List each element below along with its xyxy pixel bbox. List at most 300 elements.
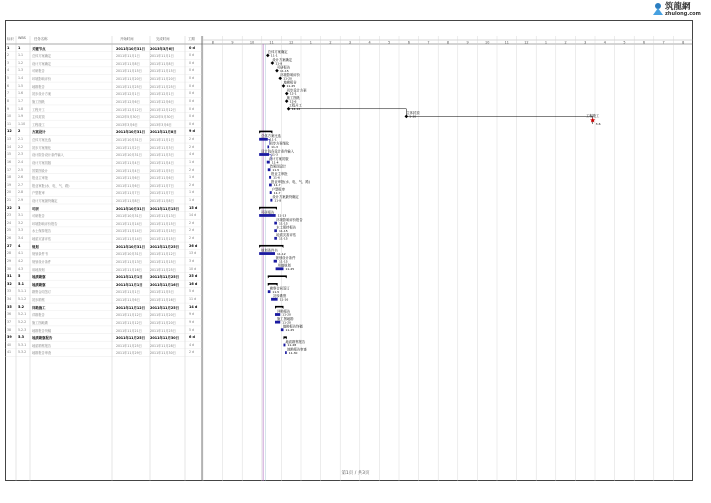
task-bar-label: 报业主审批 bbox=[271, 172, 288, 177]
cell-start: 2011年11月8日 bbox=[116, 198, 140, 203]
cell-dur: 1 d bbox=[189, 175, 195, 180]
cell-start: 2011年10月31日 bbox=[116, 206, 146, 211]
cell-start: 2011年11月14日 bbox=[116, 229, 142, 234]
cell-name: 地勘报告终稿 bbox=[32, 328, 52, 333]
month-tick-label: 1 bbox=[544, 40, 548, 45]
cell-wbs: 2.2 bbox=[18, 144, 24, 149]
cell-name: 初步方案细化 bbox=[32, 145, 52, 150]
cell-wbs: 1.7 bbox=[18, 98, 24, 103]
cell-end: 2011年11月20日 bbox=[150, 313, 176, 318]
task-bar-date: 11-30 bbox=[288, 350, 298, 355]
cell-name: 总体方案比选 bbox=[32, 138, 52, 143]
cell-end: 2011年11月15日 bbox=[150, 229, 176, 234]
cell-dur: 9 d bbox=[189, 129, 195, 134]
milestone-date: 5-30 bbox=[409, 114, 417, 119]
task-bar-label: 户型报审 bbox=[271, 187, 285, 192]
cell-end: 2011年11月15日 bbox=[150, 259, 176, 264]
milestone-label: 环境影响评价 bbox=[280, 73, 300, 78]
cell-dur: 2 d bbox=[189, 220, 195, 225]
col-name-header: 任务名称 bbox=[34, 37, 48, 41]
milestone-label: 总体方案确定 bbox=[267, 50, 288, 55]
cell-dur: 14 d bbox=[189, 304, 198, 309]
cell-end: 2011年11月13日 bbox=[150, 214, 176, 219]
task-bar-date: 11-7 bbox=[273, 190, 281, 195]
cell-start: 2011年10月31日 bbox=[116, 244, 146, 249]
summary-bar bbox=[268, 283, 278, 285]
cell-id: 16 bbox=[7, 159, 12, 164]
cell-end: 2011年11月8日 bbox=[150, 61, 174, 66]
cell-wbs: 4.2 bbox=[18, 258, 24, 263]
cell-start: 2011年11月4日 bbox=[116, 160, 140, 165]
cell-id: 22 bbox=[7, 205, 12, 210]
cell-end: 2011年12月1日 bbox=[150, 92, 174, 97]
cell-dur: 0 d bbox=[189, 45, 195, 50]
task-bar-date: 11-15 bbox=[278, 221, 288, 226]
cell-end: 2011年11月25日 bbox=[150, 244, 180, 249]
cell-end: 2011年11月30日 bbox=[150, 336, 180, 341]
cell-wbs: 2.6 bbox=[18, 175, 24, 180]
cell-name: 环境影响评价报告 bbox=[32, 221, 58, 226]
cell-dur: 1 d bbox=[189, 197, 195, 202]
task-bar-date: 11-15 bbox=[278, 228, 288, 233]
task-bar bbox=[275, 313, 280, 316]
task-bar-date: 11-20 bbox=[282, 312, 291, 317]
cell-id: 30 bbox=[7, 266, 12, 271]
cell-end: 2011年11月15日 bbox=[150, 221, 176, 226]
cell-start: 2011年11月6日 bbox=[116, 176, 140, 181]
cell-id: 39 bbox=[7, 335, 12, 340]
cell-start: 2011年10月31日 bbox=[116, 252, 142, 257]
task-bar-date: 11-15 bbox=[278, 236, 288, 241]
task-bar-date: 11-12 bbox=[276, 251, 286, 256]
task-bar bbox=[259, 252, 275, 255]
cell-end: 2011年11月3日 bbox=[150, 145, 174, 150]
task-bar-date: 11-3 bbox=[271, 145, 278, 150]
milestone-label: 地勘报告 bbox=[283, 80, 297, 85]
task-bar-label: 勘察合同签订 bbox=[269, 286, 290, 291]
task-bar-label: 水土保持报告 bbox=[276, 225, 297, 230]
cell-end: 2011年11月8日 bbox=[150, 130, 177, 135]
task-bar-date: 11-3 bbox=[271, 152, 278, 157]
cell-id: 3 bbox=[7, 60, 10, 65]
task-bar-date: 11-5 bbox=[272, 167, 280, 172]
task-bar-date: 11-25 bbox=[285, 266, 295, 271]
milestone-label: 主体封顶 bbox=[406, 111, 420, 116]
cell-name: 地勘报告 bbox=[32, 84, 45, 89]
cell-dur: 2 d bbox=[189, 228, 195, 233]
cell-id: 32 bbox=[7, 281, 12, 286]
cell-name: 可研报告 bbox=[32, 214, 45, 219]
cell-name: 地质灾害评估 bbox=[32, 237, 52, 242]
cell-end: 2011年11月1日 bbox=[150, 138, 174, 143]
cell-id: 28 bbox=[7, 251, 12, 256]
cell-start: 2011年10月31日 bbox=[116, 138, 142, 143]
cell-end: 2011年11月25日 bbox=[150, 84, 176, 89]
cell-dur: 2 d bbox=[189, 137, 195, 142]
cell-wbs: 4.3 bbox=[18, 266, 24, 271]
cell-wbs: 1.3 bbox=[18, 68, 24, 73]
cell-id: 20 bbox=[7, 190, 12, 195]
cell-name: 施工图纸 bbox=[32, 99, 45, 104]
cell-id: 35 bbox=[7, 304, 12, 309]
cell-start: 2011年11月1日 bbox=[116, 275, 143, 280]
col-dur-header: 工期 bbox=[188, 37, 195, 41]
task-bar-label: 报业审批(水、电、气、路) bbox=[271, 179, 310, 184]
col-end-header: 完成时间 bbox=[156, 37, 170, 41]
cell-wbs: 1.2 bbox=[18, 60, 24, 65]
cell-name: 户型报审 bbox=[32, 191, 45, 196]
cell-end: 2013年3月6日 bbox=[150, 122, 172, 127]
cell-end: 2011年11月16日 bbox=[150, 282, 180, 287]
cell-wbs: 1.8 bbox=[18, 106, 24, 111]
cell-end: 2011年11月1日 bbox=[150, 54, 174, 59]
cell-name: 可研报告 bbox=[32, 69, 45, 74]
task-bar-label: 施工图地勘 bbox=[276, 316, 294, 321]
cell-wbs: 5.2.3 bbox=[18, 327, 27, 332]
cell-id: 13 bbox=[7, 137, 12, 142]
cell-dur: 0 d bbox=[189, 106, 195, 111]
task-bar bbox=[269, 176, 271, 179]
cell-start: 2013年3月6日 bbox=[116, 122, 138, 127]
cell-wbs: 3.4 bbox=[18, 236, 24, 241]
task-bar-date: 11-4 bbox=[271, 160, 279, 165]
month-tick-label: 11 bbox=[269, 40, 274, 45]
cell-name: 地质勘察报告 bbox=[32, 336, 53, 341]
month-tick-label: 11 bbox=[504, 40, 509, 45]
month-tick-label: 3 bbox=[584, 40, 587, 45]
cell-wbs: 2 bbox=[18, 129, 21, 134]
task-bar-date: 11-8 bbox=[274, 198, 282, 203]
cell-start: 2011年11月12日 bbox=[116, 320, 142, 325]
task-bar-label: 详勘报告 bbox=[276, 309, 291, 314]
cell-wbs: 1.6 bbox=[18, 91, 24, 96]
cell-start: 2011年11月1日 bbox=[116, 290, 140, 295]
cell-name: 详勘报告 bbox=[32, 313, 45, 318]
cell-start: 2011年12月1日 bbox=[116, 92, 140, 97]
logo-name: 筑龍網 bbox=[665, 2, 691, 12]
month-tick-label: 6 bbox=[407, 40, 410, 45]
cell-start: 2011年11月6日 bbox=[116, 183, 140, 188]
cell-start: 2011年11月1日 bbox=[116, 54, 140, 59]
cell-name: 规划设计条件 bbox=[32, 259, 52, 264]
cell-wbs: 3.3 bbox=[18, 228, 24, 233]
cell-id: 38 bbox=[7, 327, 12, 332]
cell-name: 主体封顶 bbox=[32, 115, 45, 120]
cell-dur: 3 d bbox=[189, 258, 195, 263]
month-tick-label: 3 bbox=[348, 40, 352, 45]
cell-wbs: 1.5 bbox=[18, 83, 24, 88]
cell-name: 水土保持报告 bbox=[32, 229, 52, 234]
cell-wbs: 2.9 bbox=[18, 197, 24, 202]
milestone-label: 可研报告 bbox=[276, 65, 291, 70]
cell-id: 14 bbox=[7, 144, 12, 149]
cell-dur: 0 d bbox=[189, 83, 195, 88]
cell-end: 2011年11月15日 bbox=[150, 237, 176, 242]
cell-start: 2011年11月4日 bbox=[116, 168, 140, 173]
cell-wbs: 2.7 bbox=[18, 182, 24, 187]
cell-wbs: 5.2.1 bbox=[18, 312, 27, 317]
cell-wbs: 3.2 bbox=[18, 220, 24, 225]
cell-wbs: 2.1 bbox=[18, 137, 24, 142]
task-bar-date: 11-20 bbox=[282, 320, 291, 325]
cell-start: 2011年11月13日 bbox=[116, 259, 142, 264]
cell-wbs: 5 bbox=[18, 274, 21, 279]
task-bar bbox=[274, 237, 277, 240]
cell-end: 2011年11月25日 bbox=[150, 328, 176, 333]
summary-bar bbox=[259, 245, 283, 247]
cell-wbs: 5.3.2 bbox=[18, 350, 27, 355]
cell-wbs: 5.2.2 bbox=[18, 319, 27, 324]
cell-id: 29 bbox=[7, 258, 12, 263]
task-bar-label: 地质灾害评估 bbox=[276, 233, 297, 238]
col-wbs-header: WBS bbox=[18, 36, 26, 40]
cell-id: 37 bbox=[7, 319, 12, 324]
cell-id: 1 bbox=[7, 45, 10, 50]
task-bar-label: 设计院各设计条件输入 bbox=[261, 149, 295, 154]
cell-dur: 0 d bbox=[189, 60, 195, 65]
task-bar bbox=[269, 184, 272, 187]
month-tick-label: 12 bbox=[524, 40, 529, 45]
month-tick-label: 4 bbox=[603, 40, 606, 45]
month-tick-label: 4 bbox=[368, 40, 371, 45]
cell-name: 方案设计 bbox=[32, 130, 46, 135]
cell-wbs: 1.1 bbox=[18, 53, 24, 58]
cell-dur: 2 d bbox=[189, 350, 195, 355]
cell-dur: 0 d bbox=[189, 114, 195, 119]
cell-wbs: 5.1 bbox=[18, 281, 25, 286]
cell-wbs: 2.5 bbox=[18, 167, 24, 172]
cell-start: 2011年11月8日 bbox=[116, 61, 140, 66]
cell-start: 2011年11月15日 bbox=[116, 69, 142, 74]
cell-wbs: 3.1 bbox=[18, 213, 24, 218]
task-bar-date: 11-5 bbox=[272, 289, 280, 294]
cell-wbs: 2.3 bbox=[18, 152, 24, 157]
month-tick-label: 5 bbox=[623, 40, 626, 45]
task-bar bbox=[281, 328, 284, 331]
cell-wbs: 3 bbox=[18, 205, 21, 210]
cell-start: 2011年11月25日 bbox=[116, 84, 142, 89]
cell-id: 25 bbox=[7, 228, 12, 233]
cell-end: 2011年11月5日 bbox=[150, 168, 174, 173]
task-bar-date: 11-15 bbox=[278, 259, 288, 264]
cell-id: 27 bbox=[7, 243, 12, 248]
milestone-date: 11-20 bbox=[283, 76, 292, 81]
task-bar-label: 用地规划 bbox=[277, 263, 291, 268]
cell-dur: 2 d bbox=[189, 144, 195, 149]
cell-start: 2011年11月21日 bbox=[116, 328, 142, 333]
cell-id: 31 bbox=[7, 274, 12, 279]
task-bar bbox=[267, 145, 269, 148]
cell-name: 勘察合同签订 bbox=[32, 290, 52, 295]
cell-name: 报业审批(水、电、气、路) bbox=[32, 183, 70, 188]
task-bar-label: 规划设计条件 bbox=[275, 255, 296, 260]
cell-end: 2011年12月12日 bbox=[150, 107, 176, 112]
cell-end: 2011年11月15日 bbox=[150, 206, 180, 211]
cell-end: 2011年11月25日 bbox=[150, 275, 180, 280]
cell-wbs: 1.4 bbox=[18, 76, 24, 81]
month-tick-label: 7 bbox=[427, 40, 430, 45]
cell-end: 2011年11月15日 bbox=[150, 69, 176, 74]
cell-id: 9 bbox=[7, 106, 10, 111]
cell-name: 初步设计方案 bbox=[32, 92, 52, 97]
cell-dur: 16 d bbox=[189, 281, 198, 286]
cell-end: 2011年11月6日 bbox=[150, 176, 174, 181]
cell-dur: 6 d bbox=[189, 335, 195, 340]
task-bar-label: 设计方案最终确定 bbox=[272, 195, 299, 200]
cell-start: 2011年11月14日 bbox=[116, 237, 142, 242]
task-bar bbox=[276, 267, 284, 270]
cell-dur: 4 d bbox=[189, 152, 195, 157]
cell-name: 初步勘察 bbox=[32, 298, 45, 303]
cell-end: 2013年3月6日 bbox=[150, 46, 175, 51]
cell-end: 2012年5月30日 bbox=[150, 115, 174, 120]
month-tick-label: 2 bbox=[329, 40, 332, 45]
month-tick-label: 10 bbox=[249, 40, 255, 45]
month-tick-label: 7 bbox=[662, 40, 665, 45]
milestone-date: 11-25 bbox=[286, 84, 296, 89]
cell-name: 详勘施工 bbox=[32, 305, 46, 310]
cell-end: 2011年11月3日 bbox=[150, 153, 174, 158]
task-bar-label: 环境影响评价报告 bbox=[276, 217, 303, 222]
col-id-header: 标识 bbox=[7, 37, 14, 41]
cell-name: 地质勘察 bbox=[32, 275, 46, 280]
task-bar-date: 11-28 bbox=[287, 343, 297, 348]
month-tick-label: 2 bbox=[564, 40, 567, 45]
col-start-header: 开始时间 bbox=[120, 37, 134, 41]
cell-start: 2011年11月25日 bbox=[116, 343, 142, 348]
cell-wbs: 1.9 bbox=[18, 114, 24, 119]
cell-name: 工程开工 bbox=[32, 107, 45, 112]
cell-name: 设计方案最终确定 bbox=[32, 198, 58, 203]
milestone-date: 11-15 bbox=[279, 68, 289, 73]
milestone-date: 11-1 bbox=[270, 53, 278, 58]
cell-start: 2011年11月1日 bbox=[116, 282, 143, 287]
cell-wbs: 5.3.1 bbox=[18, 342, 27, 347]
task-bar bbox=[271, 298, 278, 301]
cell-start: 2011年11月20日 bbox=[116, 77, 142, 82]
milestone-label: 施工图纸 bbox=[286, 95, 300, 100]
cell-id: 33 bbox=[7, 289, 12, 294]
task-bar-label: 地勘报告审查 bbox=[287, 347, 307, 352]
cell-wbs: 5.1.2 bbox=[18, 297, 27, 302]
cell-name: 工程竣工 bbox=[32, 122, 45, 127]
month-tick-label: 12 bbox=[289, 40, 294, 45]
milestone-label: 工程竣工 bbox=[586, 114, 600, 119]
milestone-label: 初步设计方案 bbox=[286, 88, 307, 93]
cell-id: 24 bbox=[7, 220, 12, 225]
cell-start: 2011年12月12日 bbox=[116, 107, 142, 112]
cell-dur: 0 d bbox=[189, 76, 195, 81]
cell-name: 地质勘察报告 bbox=[32, 343, 52, 348]
cell-wbs: 1.10 bbox=[18, 121, 26, 126]
cell-dur: 0 d bbox=[189, 91, 195, 96]
month-tick-label: 6 bbox=[642, 40, 646, 45]
cell-id: 8 bbox=[7, 98, 10, 103]
month-tick-label: 8 bbox=[682, 40, 685, 45]
cell-id: 10 bbox=[7, 114, 12, 119]
cell-dur: 13 d bbox=[189, 251, 197, 256]
cell-dur: 14 d bbox=[189, 213, 197, 218]
cell-dur: 5 d bbox=[189, 327, 195, 332]
cell-dur: 2 d bbox=[189, 236, 195, 241]
cell-wbs: 2.8 bbox=[18, 190, 24, 195]
cell-name: 用地规划 bbox=[32, 267, 45, 272]
cell-start: 2011年11月12日 bbox=[116, 313, 142, 318]
cell-name: 地勘报告审查 bbox=[32, 351, 52, 356]
cell-id: 41 bbox=[7, 350, 12, 355]
cell-end: 2011年11月7日 bbox=[150, 191, 174, 196]
task-bar-label: 可研报告 bbox=[261, 210, 275, 215]
cell-start: 2011年11月2日 bbox=[116, 145, 140, 150]
task-bar-date: 11-16 bbox=[279, 297, 289, 302]
cell-start: 2011年11月12日 bbox=[116, 305, 146, 310]
cell-end: 2011年11月12日 bbox=[150, 252, 176, 257]
task-bar bbox=[285, 351, 287, 354]
cell-wbs: 5.3 bbox=[18, 335, 25, 340]
cell-wbs: 5.2 bbox=[18, 304, 25, 309]
cell-dur: 15 d bbox=[189, 205, 198, 210]
cell-end: 2011年11月7日 bbox=[150, 183, 174, 188]
cell-dur: 5 d bbox=[189, 289, 195, 294]
task-bar-date: 11-13 bbox=[277, 213, 287, 218]
cell-end: 2011年11月16日 bbox=[150, 298, 176, 303]
cell-id: 12 bbox=[7, 129, 12, 134]
milestone-date: 12-12 bbox=[291, 106, 301, 111]
cell-name: 关键节点 bbox=[32, 46, 46, 51]
task-bar bbox=[275, 321, 280, 324]
cell-end: 2011年11月4日 bbox=[150, 160, 174, 165]
logo-url: zhulong.com bbox=[665, 11, 701, 17]
cell-wbs: 1 bbox=[18, 45, 21, 50]
cell-end: 2011年11月30日 bbox=[150, 351, 176, 356]
cell-id: 36 bbox=[7, 312, 12, 317]
month-tick-label: 9 bbox=[231, 40, 234, 45]
cell-end: 2011年11月25日 bbox=[150, 305, 180, 310]
task-bar bbox=[267, 161, 270, 164]
cell-name: 地质勘察 bbox=[32, 282, 46, 287]
task-bar-date: 11-25 bbox=[285, 327, 295, 332]
cell-id: 11 bbox=[7, 121, 12, 126]
cell-start: 2011年10月31日 bbox=[116, 130, 146, 135]
cell-dur: 0 d bbox=[189, 98, 195, 103]
cell-name: 可研 bbox=[32, 206, 39, 211]
cell-id: 17 bbox=[7, 167, 12, 172]
cell-start: 2011年11月29日 bbox=[116, 351, 142, 356]
task-bar bbox=[274, 229, 277, 232]
cell-wbs: 5.1.1 bbox=[18, 289, 27, 294]
cell-dur: 25 d bbox=[189, 274, 198, 279]
task-bar bbox=[259, 153, 269, 156]
cell-end: 2011年11月28日 bbox=[150, 343, 176, 348]
cell-id: 40 bbox=[7, 342, 12, 347]
cell-start: 2011年11月25日 bbox=[116, 336, 146, 341]
task-bar-date: 11-1 bbox=[269, 137, 277, 142]
task-bar-label: 设计方案初版 bbox=[268, 156, 289, 161]
task-bar bbox=[270, 191, 272, 194]
cell-id: 23 bbox=[7, 213, 12, 218]
month-tick-label: 1 bbox=[309, 40, 312, 45]
milestone-date: 12-1 bbox=[289, 91, 297, 96]
cell-dur: 2 d bbox=[189, 167, 195, 172]
cell-start: 2011年11月16日 bbox=[116, 267, 142, 272]
task-bar-label: 初步方案细化 bbox=[269, 141, 290, 146]
cell-end: 2011年11月5日 bbox=[150, 290, 174, 295]
cell-name: 规划条件书 bbox=[32, 252, 48, 257]
cell-id: 34 bbox=[7, 297, 12, 302]
cell-dur: 9 d bbox=[189, 312, 195, 317]
cell-dur: 1 d bbox=[189, 159, 195, 164]
cell-name: 总体方案确定 bbox=[32, 54, 52, 59]
